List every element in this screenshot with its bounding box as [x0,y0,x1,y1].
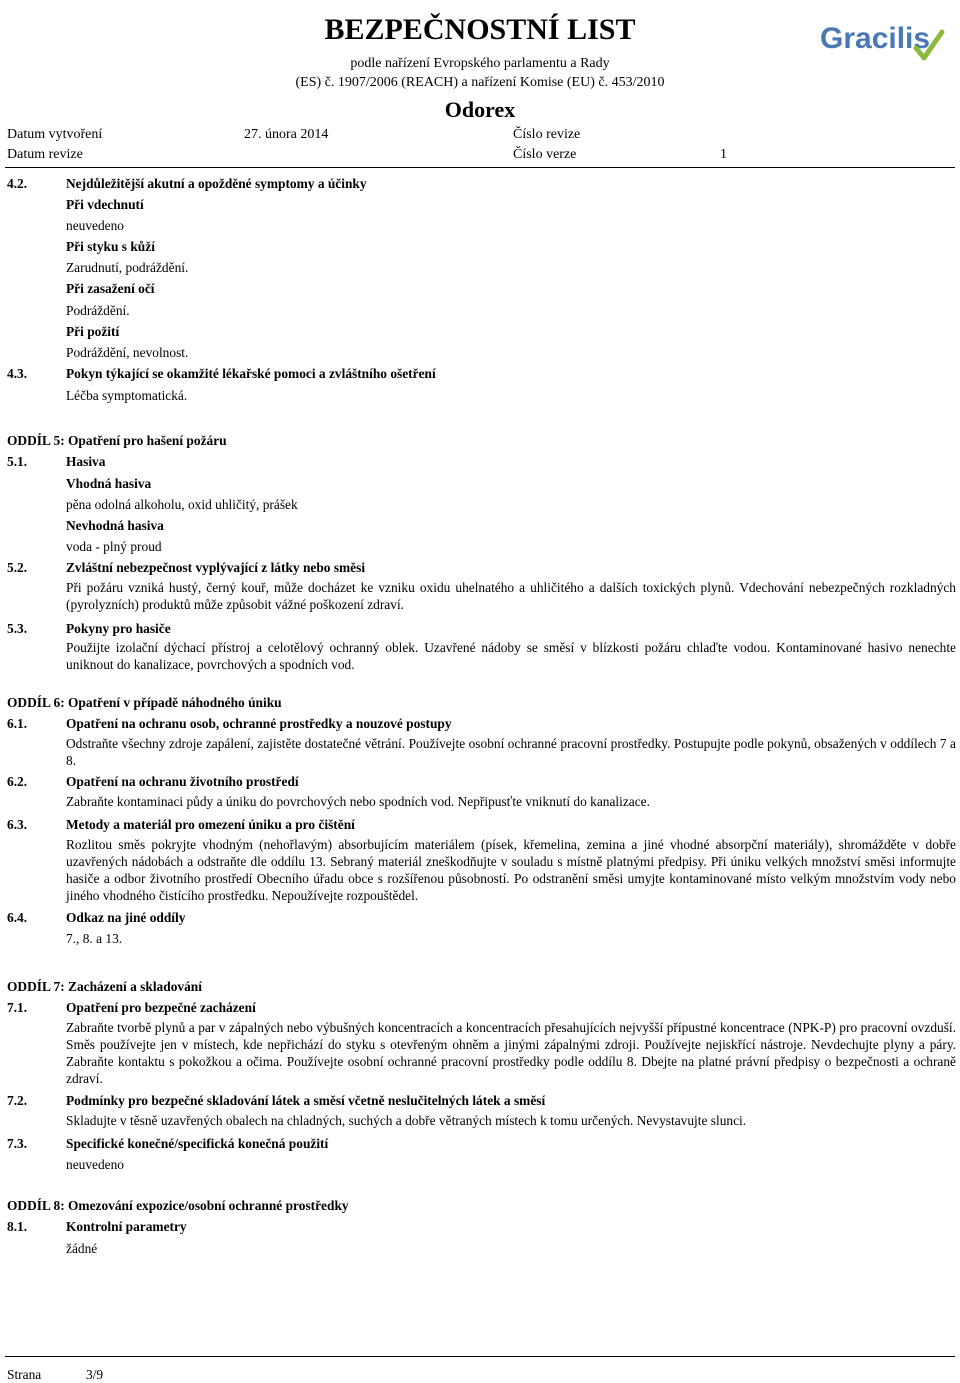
page-number: 3/9 [86,1367,104,1382]
footer-divider [5,1356,955,1357]
subsection-number: 7.3. [7,1136,28,1151]
document-title: BEZPEČNOSTNÍ LIST [324,13,636,46]
subsection-number: 7.1. [7,1000,28,1015]
paragraph: Zarudnutí, podráždění. [66,260,189,275]
subheading: Vhodná hasiva [66,476,152,491]
paragraph: Léčba symptomatická. [66,388,188,403]
subsection-number: 6.3. [7,817,28,832]
paragraph: Rozlitou směs pokryjte vhodným (nehořlavým) absorbujícím materiálem (písek, křemelina, zemina a jiné vhodné absorpční materiály), shromážděte v dobře uzavřených nádobách a odstraňte dle oddílu 13. Sebraný materiál zneškodňujte v souladu s místně platnými předpisy. Při úniku velkých množství směsi informujte hasiče a odbor životního prostředí Obecního úřadu obce s rozšířenou působností. Po odstranění směsi umyjte kontaminované místo velkým množstvím vody nebo jiného vhodného čistícího prostředku. Nepoužívejte rozpouštědel. [66,837,956,903]
subsection-number: 8.1. [7,1219,28,1234]
subsection-title: Podmínky pro bezpečné skladování látek a směsí včetně neslučitelných látek a směsí [66,1093,546,1108]
paragraph: Skladujte v těsně uzavřených obalech na chladných, suchých a dobře větraných místech k tomu určených. Nevystavujte slunci. [66,1113,747,1128]
paragraph: voda - plný proud [66,539,162,554]
subsection-number: 5.3. [7,621,28,636]
section-heading: ODDÍL 5: Opatření pro hašení požáru [7,433,227,448]
page-label: Strana [7,1367,42,1382]
subsection-title: Zvláštní nebezpečnost vyplývající z látky nebo směsi [66,560,366,575]
logo-wordmark: Gracilis [820,22,931,55]
subsection-title: Pokyn týkající se okamžité lékařské pomoci a zvláštního ošetření [66,366,436,381]
paragraph: Podráždění, nevolnost. [66,345,189,360]
subheading: Při zasažení očí [66,281,155,296]
subsection-title: Odkaz na jiné oddíly [66,910,186,925]
paragraph: Zabraňte tvorbě plynů a par v zápalných nebo výbušných koncentracích a koncentracích přesahujících nejvyšší přípustné koncentrace (NPK-P) pro pracovní ovzduší. Směs používejte jen v místech, kde nepřichází do styku s otevřeným ohněm a jinými zápalnými zdroji. Používejte nejiskřící nástroje. Nevdechujte plyny a páry. Zabraňte kontaktu s pokožkou a očima. Používejte osobní ochranné pracovní prostředky podle oddílu 8. Dbejte na platné právní předpisy o bezpečnosti a ochraně zdraví. [66,1020,956,1086]
subheading: Při styku s kůží [66,239,155,254]
subsection-title: Nejdůležitější akutní a opožděné symptomy a účinky [66,176,367,191]
version-value: 1 [720,147,727,162]
subsection-title: Opatření na ochranu životního prostředí [66,774,299,789]
subsection-number: 5.2. [7,560,28,575]
paragraph: neuvedeno [66,218,125,233]
subsection-number: 4.2. [7,176,28,191]
subsection-title: Opatření na ochranu osob, ochranné prostředky a nouzové postupy [66,716,452,731]
created-label: Datum vytvoření [7,127,103,142]
version-label: Číslo verze [513,147,577,162]
subsection-number: 4.3. [7,366,28,381]
subsection-number: 6.2. [7,774,28,789]
subsection-number: 7.2. [7,1093,28,1108]
paragraph: pěna odolná alkoholu, oxid uhličitý, prášek [66,497,298,512]
paragraph: žádné [66,1241,98,1256]
header-divider [5,167,955,168]
section-heading: ODDÍL 6: Opatření v případě náhodného úniku [7,695,282,710]
subsection-title: Specifické konečné/specifická konečná použití [66,1136,329,1151]
section-heading: ODDÍL 8: Omezování expozice/osobní ochranné prostředky [7,1198,349,1213]
paragraph: neuvedeno [66,1157,125,1172]
subsection-number: 6.4. [7,910,28,925]
paragraph: Použijte izolační dýchací přístroj a celotělový ochranný oblek. Uzavřené nádoby se směsí v blízkosti požáru chlaďte vodou. Kontaminované hasivo nenechte uniknout do kanalizace, povrchových a spodních vod. [66,640,956,672]
subsection-title: Hasiva [66,454,106,469]
revision-date-label: Datum revize [7,147,83,162]
regulation-line-1: podle nařízení Evropského parlamentu a Rady [350,56,610,71]
regulation-line-2: (ES) č. 1907/2006 (REACH) a nařízení Komise (EU) č. 453/2010 [295,75,665,90]
subsection-title: Opatření pro bezpečné zacházení [66,1000,256,1015]
paragraph: Při požáru vzniká hustý, černý kouř, může docházet ke vzniku oxidu uhelnatého a uhličitého a dalších toxických plynů. Vdechování nebezpečných rozkladných (pyrolyzních) produktů může způsobit vážné poškození zdraví. [66,580,956,612]
company-logo [818,18,946,74]
created-value: 27. února 2014 [244,127,329,142]
section-heading: ODDÍL 7: Zacházení a skladování [7,979,202,994]
paragraph: Odstraňte všechny zdroje zapálení, zajistěte dostatečné větrání. Používejte osobní ochranné pracovní prostředky. Postupujte podle pokynů, obsažených v oddílech 7 a 8. [66,736,956,768]
subsection-number: 5.1. [7,454,28,469]
subheading: Při vdechnutí [66,197,144,212]
subsection-title: Metody a materiál pro omezení úniku a pro čištění [66,817,355,832]
paragraph: Zabraňte kontaminaci půdy a úniku do povrchových nebo spodních vod. Nepřipusťte vniknutí do kanalizace. [66,794,650,809]
revision-no-label: Číslo revize [513,127,581,142]
paragraph: Podráždění. [66,303,130,318]
subheading: Nevhodná hasiva [66,518,164,533]
subsection-number: 6.1. [7,716,28,731]
paragraph: 7., 8. a 13. [66,931,123,946]
subsection-title: Kontrolní parametry [66,1219,187,1234]
subheading: Při požití [66,324,120,339]
product-name: Odorex [444,97,516,122]
subsection-title: Pokyny pro hasiče [66,621,171,636]
